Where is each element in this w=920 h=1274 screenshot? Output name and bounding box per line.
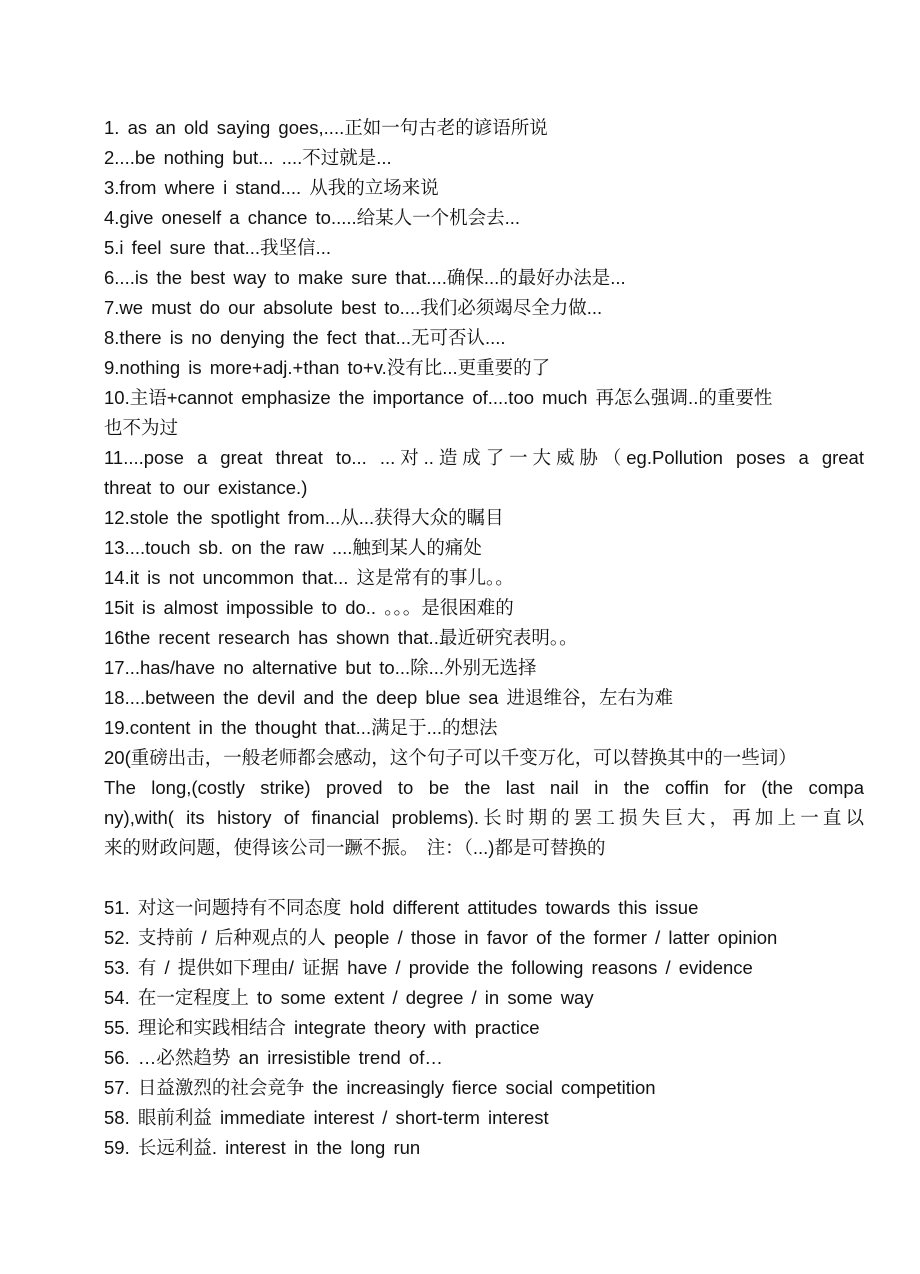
phrase-line-55: 55. 理论和实践相结合 integrate theory with practice	[104, 1017, 540, 1038]
phrase-line-1: 1. as an old saying goes,....正如一句古老的谚语所说	[104, 117, 548, 138]
phrase-line-20: 20(重磅出击，一般老师都会感动，这个句子可以千变万化，可以替换其中的一些词）	[104, 747, 797, 768]
section-spacer	[104, 863, 864, 893]
phrase-line-56: 56. …必然趋势 an irresistible trend of…	[104, 1047, 443, 1068]
phrase-line-59: 59. 长远利益. interest in the long run	[104, 1137, 421, 1158]
phrase-line-58: 58. 眼前利益 immediate interest / short-term interest	[104, 1107, 549, 1128]
example-sentence-line-2: ny),with( its history of financial problems).长时期的罢工损失巨大，再加上一直以	[104, 807, 864, 828]
phrase-line-16: 16the recent research has shown that..最近研究表明。。	[104, 627, 578, 648]
phrase-line-5: 5.i feel sure that...我坚信...	[104, 237, 331, 258]
phrase-line-17: 17...has/have no alternative but to...除...外别无选择	[104, 657, 537, 678]
phrase-line-54: 54. 在一定程度上 to some extent / degree / in some way	[104, 987, 594, 1008]
phrase-line-15: 15it is almost impossible to do.. 。。。是很困难的	[104, 597, 514, 618]
phrase-line-51: 51. 对这一问题持有不同态度 hold different attitudes towards this issue	[104, 897, 699, 918]
example-sentence-line-3: 来的财政问题，使得该公司一蹶不振。 注：（...)都是可替换的	[104, 837, 606, 858]
phrase-line-52: 52. 支持前 / 后种观点的人 people / those in favor of the former / latter opinion	[104, 927, 778, 948]
phrase-line-14: 14.it is not uncommon that... 这是常有的事儿。。	[104, 567, 514, 588]
phrase-line-6: 6....is the best way to make sure that....确保...的最好办法是...	[104, 267, 626, 288]
phrase-line-8: 8.there is no denying the fect that...无可否认....	[104, 327, 506, 348]
phrase-line-19: 19.content in the thought that...满足于...的想法	[104, 717, 498, 738]
phrase-line-3: 3.from where i stand.... 从我的立场来说	[104, 177, 439, 198]
phrase-line-12: 12.stole the spotlight from...从...获得大众的瞩目	[104, 507, 504, 528]
phrase-line-4: 4.give oneself a chance to.....给某人一个机会去...	[104, 207, 521, 228]
phrase-line-18: 18....between the devil and the deep blue sea 进退维谷，左右为难	[104, 687, 674, 708]
example-sentence-line-1: The long,(costly strike) proved to be the last nail in the coffin for (the compa	[104, 777, 864, 798]
phrase-line-7: 7.we must do our absolute best to....我们必须竭尽全力做...	[104, 297, 603, 318]
phrase-line-57: 57. 日益激烈的社会竞争 the increasingly fierce social competition	[104, 1077, 656, 1098]
phrase-line-11: 11....pose a great threat to... ...对..造成了一大威胁（eg.Pollution poses a great	[104, 447, 864, 468]
phrase-line-53: 53. 有 / 提供如下理由/ 证据 have / provide the following reasons / evidence	[104, 957, 753, 978]
phrase-line-10: 10.主语+cannot emphasize the importance of....too much 再怎么强调..的重要性	[104, 387, 773, 408]
phrase-line-10-continued: 也不为过	[104, 417, 179, 438]
phrase-line-9: 9.nothing is more+adj.+than to+v.没有比...更重要的了	[104, 357, 551, 378]
phrase-line-11-continued: threat to our existance.)	[104, 477, 308, 498]
phrase-line-13: 13....touch sb. on the raw ....触到某人的痛处	[104, 537, 482, 558]
document-page	[104, 113, 864, 1163]
phrase-line-2: 2....be nothing but... ....不过就是...	[104, 147, 392, 168]
